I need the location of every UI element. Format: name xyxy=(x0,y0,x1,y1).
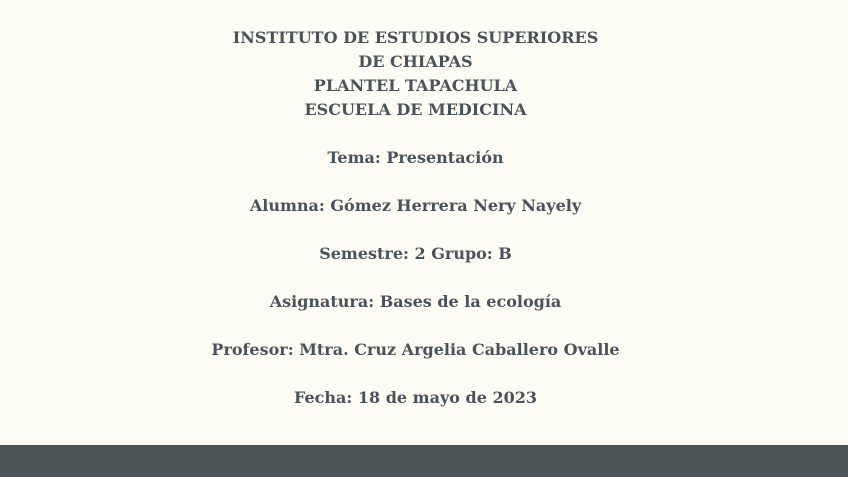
subject-line: Asignatura: Bases de la ecología xyxy=(269,292,562,311)
spacer xyxy=(0,170,831,194)
professor-line: Profesor: Mtra. Cruz Argelia Caballero Ovalle xyxy=(211,340,620,359)
institution-line-2: DE CHIAPAS xyxy=(358,52,473,71)
institution-line-4: ESCUELA DE MEDICINA xyxy=(304,100,527,119)
date-line: Fecha: 18 de mayo de 2023 xyxy=(294,388,537,407)
footer-bar xyxy=(0,445,848,477)
semester-group-line: Semestre: 2 Grupo: B xyxy=(319,244,512,263)
spacer xyxy=(0,314,831,338)
spacer xyxy=(0,266,831,290)
spacer xyxy=(0,218,831,242)
topic-line: Tema: Presentación xyxy=(327,148,504,167)
student-line: Alumna: Gómez Herrera Nery Nayely xyxy=(249,196,582,215)
spacer xyxy=(0,122,831,146)
cover-text-block xyxy=(0,26,831,410)
spacer xyxy=(0,362,831,386)
institution-line-1: INSTITUTO DE ESTUDIOS SUPERIORES xyxy=(232,28,599,47)
institution-line-3: PLANTEL TAPACHULA xyxy=(313,76,518,95)
